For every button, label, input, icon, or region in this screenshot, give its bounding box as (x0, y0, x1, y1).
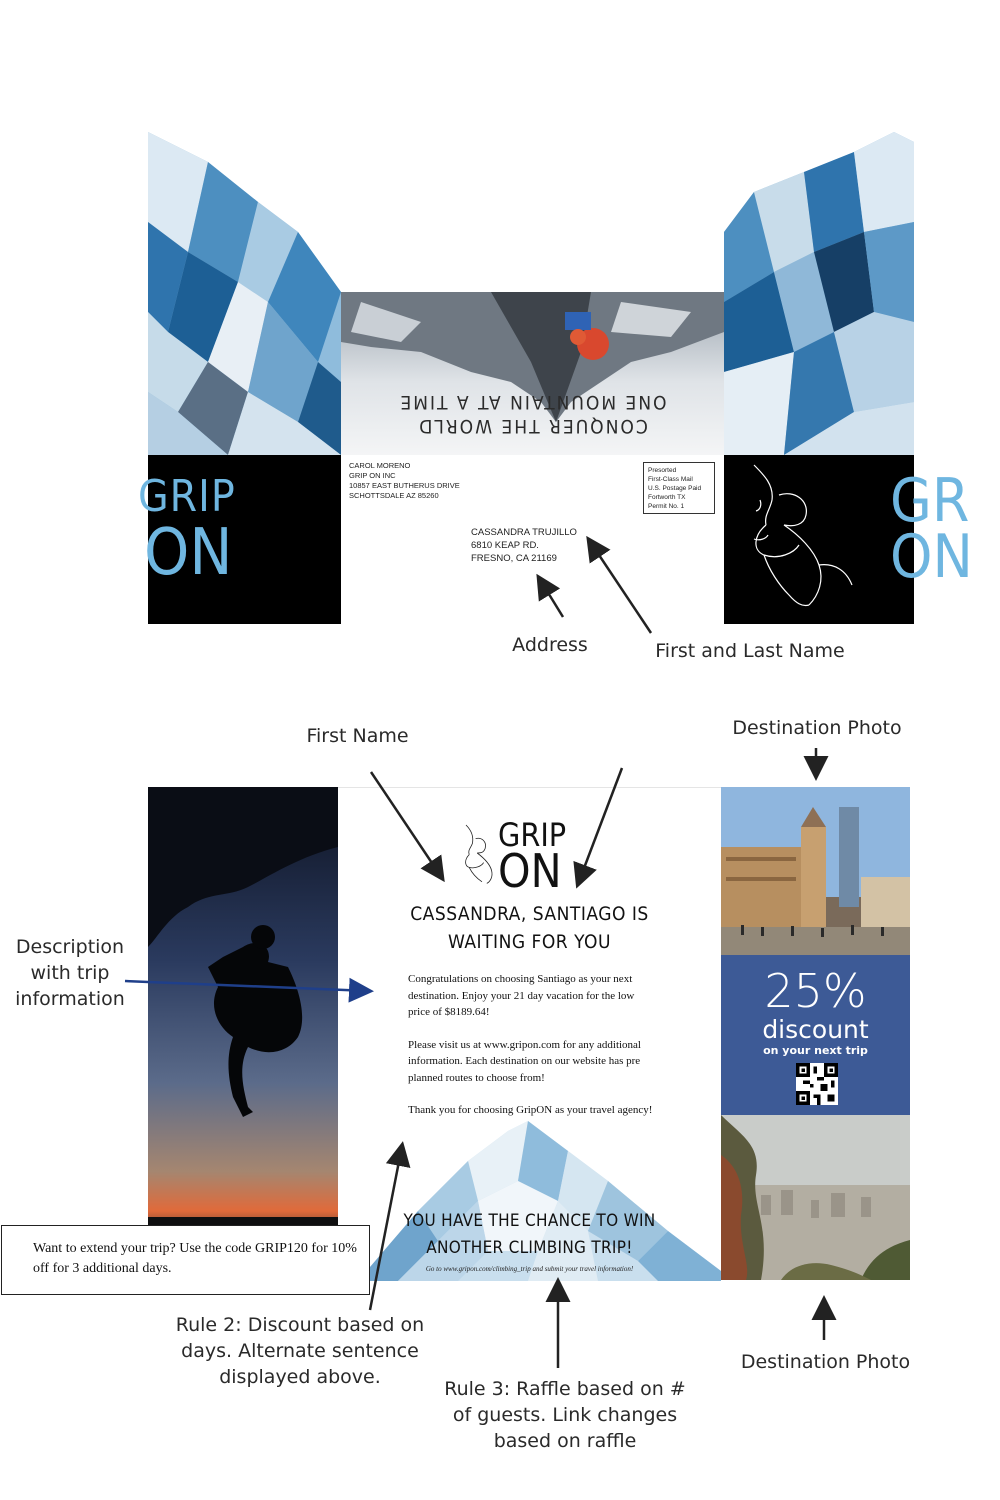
climber-silhouette-photo (148, 787, 338, 1280)
promo-panel (721, 955, 910, 1115)
hand-line-drawing (724, 455, 914, 624)
return-address (349, 461, 460, 501)
postage-indicia (643, 462, 715, 514)
qr-code-icon[interactable] (794, 1063, 840, 1105)
letter-logo-text (498, 816, 567, 898)
envelope-headline-line2: CONQUER THE WORLD (417, 415, 648, 437)
postage-line-4: Fortworth TX (648, 494, 686, 501)
promo-percent: 25% (764, 964, 867, 1018)
letter-heading-line2: WAITING FOR YOU (448, 931, 611, 953)
annotation-first-name: First Name (306, 725, 409, 747)
destination-photo-bottom (721, 1115, 910, 1280)
envelope-flap-photo (341, 292, 724, 455)
annotation-destination-photo-bottom: Destination Photo (740, 1351, 911, 1373)
recipient-city: FRESNO, CA 21169 (471, 553, 557, 564)
destination-photo-top (721, 787, 910, 955)
recipient-address (471, 526, 577, 565)
annotation-description: Description with trip information (15, 936, 125, 1010)
envelope-right-panel (724, 455, 973, 624)
annotation-rule2: Rule 2: Discount based on days. Alternate sentence displayed above. (175, 1314, 425, 1388)
letter-paragraph-1: Congratulations on choosing Santiago as your next destination. Enjoy your 21 day vacation for the low price of $8189.64! (408, 973, 635, 1018)
promo-sub: on your next trip (763, 1044, 868, 1057)
annotation-rule3: Rule 3: Raffle based on # of guests. Link changes based on raffle (444, 1378, 686, 1452)
envelope-mockup (138, 132, 973, 624)
postage-line-3: U.S. Postage Paid (648, 485, 702, 492)
promo-word: discount (762, 1015, 869, 1044)
brand-logo-right: GR ON (890, 466, 973, 592)
letter-paragraph-2: Please visit us at www.gripon.com for any additional information. Each destination on our website has pre planned routes to choose from! (408, 1038, 641, 1084)
letter-heading (338, 900, 721, 956)
annotation-first-last-name: First and Last Name (655, 640, 845, 662)
raffle-heading-line1: YOU HAVE THE CHANCE TO WIN (403, 1211, 656, 1231)
letter-logo-line2: ON (498, 844, 562, 898)
annotation-address: Address (512, 634, 588, 656)
annotation-destination-photo-top: Destination Photo (732, 717, 902, 739)
envelope-address-panel (341, 455, 724, 624)
postage-line-2: First-Class Mail (648, 476, 693, 483)
letter-logo (458, 808, 608, 898)
brand-logo-left-line2: ON (144, 516, 233, 590)
raffle-link[interactable]: Go to www.gripon.com/climbing_trip and submit your travel information! (425, 1265, 634, 1273)
right-mountain-flap (724, 132, 914, 455)
raffle-heading-line2: ANOTHER CLIMBING TRIP! (426, 1238, 633, 1258)
postage-line-5: Permit No. 1 (648, 503, 685, 510)
raffle-heading (338, 1208, 721, 1262)
brand-logo-left-line1: GRIP (138, 471, 236, 522)
return-street: 10857 EAST BUTHERUS DRIVE (349, 481, 460, 490)
letter-panel (338, 787, 721, 1281)
envelope-left-panel (138, 455, 341, 624)
letter-paragraph-3: Thank you for choosing GripON as your travel agency! (408, 1104, 653, 1116)
left-mountain-flap (148, 132, 341, 455)
letter-logo-line1: GRIP (498, 816, 567, 854)
letter-body (408, 971, 653, 1119)
envelope-headline (341, 390, 724, 438)
return-name: CAROL MORENO (349, 461, 411, 470)
envelope-headline-line1: ONE MOUNTAIN AT A TIME (398, 391, 667, 413)
alternate-sentence-box (1, 1225, 370, 1295)
return-city: SCHOTTSDALE AZ 85260 (349, 491, 439, 500)
recipient-street: 6810 KEAP RD. (471, 540, 539, 551)
alternate-sentence: Want to extend your trip? Use the code GRIP120 for 10% off for 3 additional days. (33, 1241, 357, 1276)
letter-heading-line1: CASSANDRA, SANTIAGO IS (410, 903, 649, 925)
return-company: GRIP ON INC (349, 471, 396, 480)
brand-logo-left (138, 469, 236, 590)
recipient-name: CASSANDRA TRUJILLO (471, 527, 577, 538)
postage-line-1: Presorted (648, 467, 677, 474)
